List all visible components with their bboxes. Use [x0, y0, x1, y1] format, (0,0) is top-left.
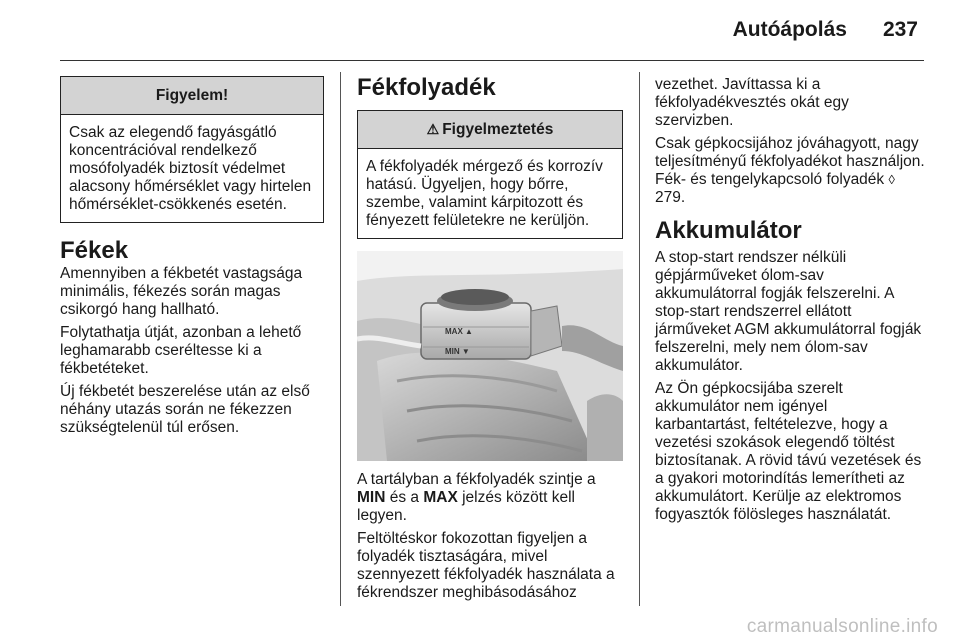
- warning-heading: [358, 111, 622, 149]
- min-mark-label: MIN ▼: [445, 347, 470, 356]
- caution-text: Csak az elegendő fagyásgátló koncentrációval rendelkező mosófolyadék biztosít védelmet alacsony hőmérséklet vagy hirtelen hőmérséklet-csökkenés esetén.: [69, 124, 312, 213]
- column-divider-1: [340, 72, 341, 606]
- battery-paragraph-2: Az Ön gépkocsijába szerelt akkumulátor nem igényel karbantartást, feltételezve, hogy a vezetési szokások elegendő töltést biztosítanak. A rövid távú vezetések és a gyakori motorindítás lemerítheti az akkumulátort. Kerülje az elektromos fogyasztók fölösleges használatát.: [655, 380, 922, 523]
- column-divider-2: [639, 72, 640, 606]
- caption-max: MAX: [423, 489, 458, 506]
- section-title-brake-fluid: Fékfolyadék: [357, 74, 496, 101]
- caution-heading: Figyelem!: [61, 77, 323, 115]
- column-3: [655, 62, 925, 529]
- caption-min: MIN: [357, 489, 386, 506]
- spec-text: Csak gépkocsijához jóváhagyott, nagy teljesítményű fékfolyadékot használjon. Fék- és tengelykapcsoló folyadék: [655, 135, 925, 188]
- max-mark-label: MAX ▲: [445, 327, 473, 336]
- photo-caption: [357, 471, 623, 525]
- brake-fluid-continuation: vezethet. Javíttassa ki a fékfolyadékvesztés okát egy szervizben.: [655, 76, 849, 129]
- caption-text-3: jelzés között kell legyen.: [357, 489, 575, 524]
- page-reference-icon: ◊: [888, 172, 895, 187]
- page-header: [733, 18, 918, 42]
- caution-box: [60, 76, 324, 223]
- battery-paragraph-1: A stop-start rendszer nélküli gépjárműveket ólom-sav akkumulátorral fogják felszerelni. A stop-start rendszerrel ellátott járműveket AGM akkumulátorral fogják felszerelni, mely nem ólom-sav akkumulátor.: [655, 249, 922, 374]
- section-title-brakes: Fékek: [60, 237, 129, 264]
- warning-text: A fékfolyadék mérgező és korrozív hatású. Ügyeljen, hogy bőrre, szembe, valamint kárpitozott és fényezett felületekre ne kerüljön.: [366, 158, 603, 229]
- brakes-paragraph-3: Új fékbetét beszerelése után az első néhány utazás során ne fékezzen szükségtelenül túl erősen.: [60, 383, 310, 436]
- brakes-paragraph-2: Folytathatja útját, azonban a lehető leghamarabb cseréltesse ki a fékbetéteket.: [60, 324, 302, 377]
- section-title-battery: Akkumulátor: [655, 217, 802, 244]
- watermark: carmanualsonline.info: [746, 616, 938, 637]
- column-2: [357, 62, 623, 607]
- warning-triangle-icon: ⚠: [426, 121, 440, 137]
- chapter-title: Autóápolás: [732, 18, 847, 41]
- brake-fluid-spec-paragraph: [655, 135, 925, 207]
- reservoir-illustration: [357, 251, 623, 461]
- column-1: [60, 62, 324, 442]
- brakes-paragraph-1: Amennyiben a fékbetét vastagsága minimális, fékezés során magas csikorgó hang hallható.: [60, 265, 303, 318]
- warning-box: [357, 110, 623, 239]
- brake-fluid-reservoir-photo: [357, 251, 623, 461]
- page-number: 237: [882, 18, 918, 41]
- caption-text-1: A tartályban a fékfolyadék szintje a: [357, 471, 596, 488]
- header-rule: [60, 60, 924, 61]
- caption-text-2: és a: [385, 489, 424, 506]
- warning-heading-text: Figyelmeztetés: [442, 121, 554, 138]
- page-reference[interactable]: 279.: [655, 189, 686, 206]
- brake-fluid-paragraph: Feltöltéskor fokozottan figyeljen a folyadék tisztaságára, mivel szennyezett fékfolyadék használata a fékrendszer meghibásodásához: [357, 530, 615, 601]
